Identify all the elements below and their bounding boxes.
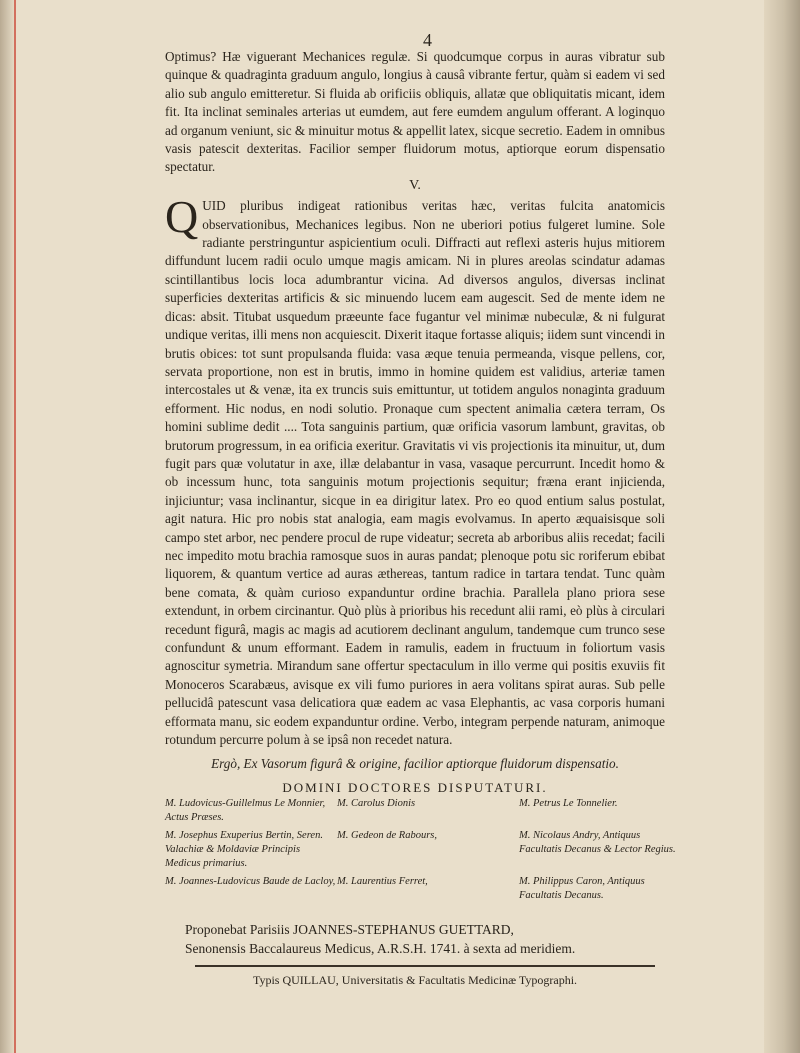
doctor-entry: M. Philippus Caron, Antiquus Facultatis Decanus. <box>519 876 645 901</box>
text-block <box>165 48 665 774</box>
doctors-row <box>165 797 685 825</box>
doctor-entry: M. Nicolaus Andry, Antiquus Facultatis Decanus & Lector Regius. <box>519 830 676 855</box>
conclusion-line: Ergò, Ex Vasorum figurâ & origine, facilior aptiorque fluidorum dispensatio. <box>211 756 619 772</box>
separator-rule <box>195 965 655 967</box>
red-margin-rule-left <box>14 0 16 1053</box>
proponebat-line-1: Proponebat Parisiis JOANNES-STEPHANUS GUETTARD, <box>185 922 514 937</box>
page-right-edge <box>764 0 800 1053</box>
page-left-edge <box>0 0 14 1053</box>
doctors-row <box>165 829 685 871</box>
proponebat-block <box>185 920 665 958</box>
doctor-entry: M. Gedeon de Rabours, <box>337 830 438 841</box>
doctor-entry: M. Carolus Dionis <box>337 798 416 809</box>
printer-imprint: Typis QUILLAU, Universitatis & Facultatis Medicinæ Typographi. <box>252 973 578 987</box>
proponebat-line-2: Senonensis Baccalaureus Medicus, A.R.S.H. 1741. à sexta ad meridiem. <box>185 941 576 956</box>
section-number: V. <box>409 177 421 193</box>
doctors-heading: DOMINI DOCTORES DISPUTATURI. <box>282 780 548 795</box>
intro-paragraph: Optimus? Hæ viguerant Mechanices regulæ. Si quodcumque corpus in auras vibratur sub quinque & quadraginta graduum angulo, longius à causâ vibrante fertur, quàm si eadem vi sed alio sub angulo emitteretur. Si fluida ab orificiis obliquis, allatæ que obliquitatis micant, idem fit. Ita inclinat seminales arterias ut eumdem, aut fere eumdem angulum offerant. A loginquo ad organum veniunt, sic & minuitur motus & appellit latex, sicque secretio. Eadem in omnibus vasis patescit dexteritas. Facilior semper fluidorum motus, aptiorque eorum dispensatio spectatur. <box>165 49 665 175</box>
doctor-entry: M. Petrus Le Tonnelier. <box>519 798 618 809</box>
doctors-row <box>165 875 685 903</box>
doctors-list <box>165 797 685 907</box>
doctor-entry: M. Josephus Exuperius Bertin, Seren. Valachiæ & Moldaviæ Principis Medicus primarius. <box>165 830 323 869</box>
main-paragraph <box>165 191 665 749</box>
drop-cap: Q <box>165 191 199 243</box>
doctor-entry: M. Ludovicus-Guillelmus Le Monnier, Actus Præses. <box>165 798 326 823</box>
main-paragraph-text: UID pluribus indigeat rationibus veritas hæc, veritas fulcita anatomicis observationibus, Mechanices legibus. Non ne uberiori potius fulgeret lumine. Sole radiante perstringuntur aspicientium oculi. Diffracti aut reflexi asteris hujus mitiorem diffundunt lucem radii oculo umque magis amicam. Ni in plures areolas scindatur adamas scintillantibus locis loca adumbrantur vicina. Ad diversos angulos, diversas inclinat superficies dexteritas artificis & sic minuendo lucem eam augescit. Sed de mente idem ne dicas: absit. Titubat usquedum præeunte face fugantur vel minimæ nubeculæ, & ni fulgurat undique veritas, illi mens non acquiescit. Dixerit itaque fortasse aliquis; iidem sunt vincendi in brutis obices: tot sunt propulsanda fluida: vasa æque tenuia permeanda, visque pellens, cor, servata proportione, non est in brutis, immo in homine quidem est validius, arteriæ tamen intercostales ut & venæ, ita ex truncis suis emittuntur, ut totidem angulos nonaginta graduum efforment. Hic nodus, en nodi solutio. Pronaque cum spectent animalia cætera terram, Os homini sublime dedit .... Tota sanguinis partium, quæ orificia vasorum lambunt, gravitas, ob brutorum progressum, in ea orificia exeritur. Gravitatis vi vis projectionis ita minuitur, ut, dum fugit pars quæ volutatur in axe, illæ delabantur in vasa, vasaque percurrunt. Incedit homo & ob incessum hunc, tota sanguinis motum projectionis sequitur; fræna erant injicienda, injiciuntur; vasa inclinantur, sicque in ea dirigitur latex. Pro eo quod entium salus postulat, agit natura. Hic pro nobis stat analogia, eam magis evolvamus. In aperto æquaisisque soli campo stet arbor, nec pendere procul de rupe videatur; secreta ab arboribus aliis recedat; facili nec impedito motu brachia ramosque suos in auras pandat; plenoque potu sic roriferum ebibat liquorem, & quantum vertice ad auras æthereas, tantum radice in tartara tendat. Tunc quàm bene comata, & quàm curioso expanduntur ordine brachia. Parallela plano priora sese extendunt, in orbem circinantur. Quò plùs à prioribus his recedunt alii rami, eò plùs à circulari recedunt figurâ, magis ac magis ad acutiorem declinant angulum, tandemque cum trunco sese confundunt & unum efformant. Eadem in ramulis, eadem in fructuum in foliortum vasis agnoscitur symetria. Mirandum sane offertur spectaculum in illo verme qui positis exuviis fit Monoceros Scarabæus, avisque ex vili fumo puriores in aera volitans spirat auras. Sub pelle pellucidâ patescunt vasa delicatiora quæ eadem ac vasa Elephantis, ac vasa corporis humani efformata manu, sic eodem expanduntur ordine. Verbo, integram perpende naturam, animoque rotundum percurre polum à se ipsâ non recedet natura. <box>165 198 665 748</box>
doctor-entry: M. Joannes-Ludovicus Baude de Lacloy, <box>165 876 336 887</box>
page-number: 4 <box>423 30 432 50</box>
doctor-entry: M. Laurentius Ferret, <box>337 876 428 887</box>
